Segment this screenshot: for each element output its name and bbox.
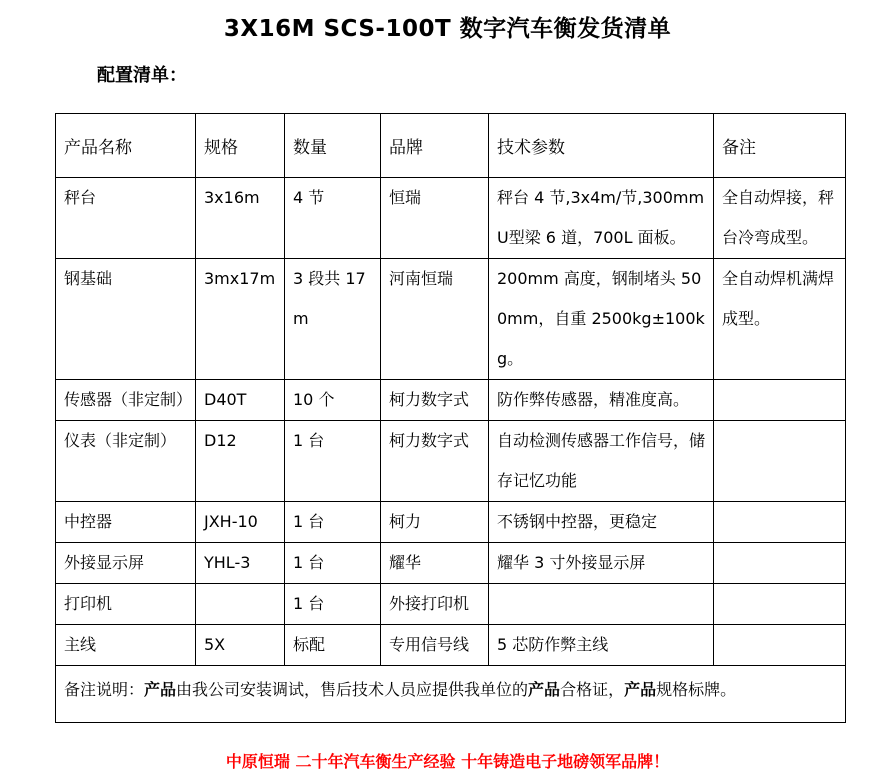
cell-brand: 外接打印机 bbox=[381, 584, 489, 625]
cell-quantity: 标配 bbox=[285, 625, 381, 666]
cell-tech-params: 自动检测传感器工作信号，储存记忆功能 bbox=[489, 421, 714, 502]
cell-brand: 恒瑞 bbox=[381, 178, 489, 259]
cell-quantity: 1 台 bbox=[285, 502, 381, 543]
cell-product-name: 中控器 bbox=[56, 502, 196, 543]
table-row-indicator bbox=[56, 421, 846, 502]
cell-notes bbox=[714, 421, 846, 502]
header-tech-params: 技术参数 bbox=[489, 114, 714, 178]
table-header-row bbox=[56, 114, 846, 178]
header-spec: 规格 bbox=[196, 114, 285, 178]
shipment-config-table bbox=[55, 113, 846, 723]
brand-slogan: 中原恒瑞 二十年汽车衡生产经验 十年铸造电子地磅领军品牌！ bbox=[225, 752, 670, 771]
cell-product-name: 秤台 bbox=[56, 178, 196, 259]
remark-text: 备注说明：产品由我公司安装调试，售后技术人员应提供我单位的产品合格证，产品规格标牌。 bbox=[56, 666, 846, 723]
cell-spec bbox=[196, 584, 285, 625]
cell-tech-params: 5 芯防作弊主线 bbox=[489, 625, 714, 666]
cell-spec: D12 bbox=[196, 421, 285, 502]
cell-spec: 5X bbox=[196, 625, 285, 666]
cell-quantity: 4 节 bbox=[285, 178, 381, 259]
cell-product-name: 仪表（非定制） bbox=[56, 421, 196, 502]
cell-product-name: 传感器（非定制） bbox=[56, 380, 196, 421]
table-row-main-cable bbox=[56, 625, 846, 666]
cell-spec: D40T bbox=[196, 380, 285, 421]
header-brand: 品牌 bbox=[381, 114, 489, 178]
cell-brand: 柯力 bbox=[381, 502, 489, 543]
cell-tech-params bbox=[489, 584, 714, 625]
table-row-controller bbox=[56, 502, 846, 543]
cell-brand: 耀华 bbox=[381, 543, 489, 584]
cell-notes bbox=[714, 380, 846, 421]
cell-brand: 柯力数字式 bbox=[381, 380, 489, 421]
cell-quantity: 10 个 bbox=[285, 380, 381, 421]
config-list-label: 配置清单： bbox=[97, 65, 187, 86]
cell-notes: 全自动焊机满焊成型。 bbox=[714, 259, 846, 380]
cell-notes bbox=[714, 543, 846, 584]
header-notes: 备注 bbox=[714, 114, 846, 178]
cell-tech-params: 防作弊传感器，精准度高。 bbox=[489, 380, 714, 421]
table-row-steel-foundation bbox=[56, 259, 846, 380]
table-row-platform bbox=[56, 178, 846, 259]
cell-brand: 柯力数字式 bbox=[381, 421, 489, 502]
header-product-name: 产品名称 bbox=[56, 114, 196, 178]
cell-spec: 3mx17m bbox=[196, 259, 285, 380]
cell-tech-params: 耀华 3 寸外接显示屏 bbox=[489, 543, 714, 584]
cell-product-name: 外接显示屏 bbox=[56, 543, 196, 584]
cell-brand: 专用信号线 bbox=[381, 625, 489, 666]
cell-quantity: 1 台 bbox=[285, 543, 381, 584]
cell-product-name: 主线 bbox=[56, 625, 196, 666]
cell-tech-params: 不锈钢中控器，更稳定 bbox=[489, 502, 714, 543]
cell-notes bbox=[714, 625, 846, 666]
cell-tech-params: 秤台 4 节,3x4m/节,300mmU型梁 6 道，700L 面板。 bbox=[489, 178, 714, 259]
table-remark-row bbox=[56, 666, 846, 723]
cell-notes bbox=[714, 502, 846, 543]
cell-tech-params: 200mm 高度，钢制堵头 500mm，自重 2500kg±100kg。 bbox=[489, 259, 714, 380]
cell-product-name: 打印机 bbox=[56, 584, 196, 625]
cell-product-name: 钢基础 bbox=[56, 259, 196, 380]
table-row-printer bbox=[56, 584, 846, 625]
cell-spec: YHL-3 bbox=[196, 543, 285, 584]
cell-quantity: 1 台 bbox=[285, 421, 381, 502]
table-row-sensor bbox=[56, 380, 846, 421]
cell-brand: 河南恒瑞 bbox=[381, 259, 489, 380]
page-title: 3X16M SCS-100T 数字汽车衡发货清单 bbox=[223, 16, 672, 42]
cell-quantity: 3 段共 17m bbox=[285, 259, 381, 380]
cell-spec: JXH-10 bbox=[196, 502, 285, 543]
table-row-external-display bbox=[56, 543, 846, 584]
cell-notes: 全自动焊接，秤台冷弯成型。 bbox=[714, 178, 846, 259]
cell-notes bbox=[714, 584, 846, 625]
cell-spec: 3x16m bbox=[196, 178, 285, 259]
cell-quantity: 1 台 bbox=[285, 584, 381, 625]
header-quantity: 数量 bbox=[285, 114, 381, 178]
